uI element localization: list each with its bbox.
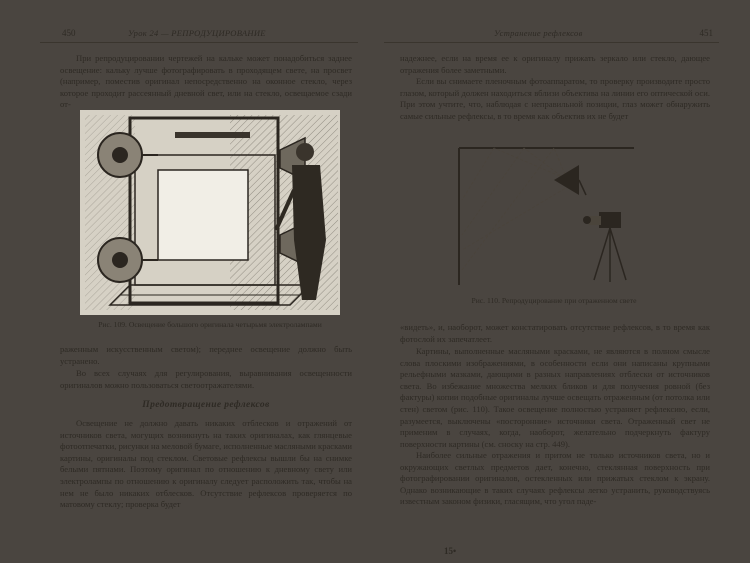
left-running-head	[40, 28, 358, 43]
right-paragraph-2: Если вы снимаете пленочным фотоаппаратом, то проверку производите просто глазом, который должен находиться вблизи объектива на линии его оптической оси. При этом учтите, что, наблюдая с неправильной позиции, глаз может обнаружить самые сильные рефлексы, в то время как объектив их не будет	[400, 76, 710, 121]
right-paragraph-4: Картины, выполненные масляными красками, не являются в полном смысле слова плоскими изображениями, в особенности если они написаны крупными рельефными мазками, дающими в разных направлениях отблески от источников света. Во избежание множества мелких бликов и для получения ровной (без фактуры) копии подобные оригиналы лучше освещать отраженным (от потолка или стен) светом (рис. 110). Такое освещение полностью устраняет рефлексию, если, разумеется, выключены «посторонние» источники света. Отраженный свет не применим в случаях, когда, наоборот, желательно подчеркнуть фактуру поверхности картины (см. сноску на стр. 449).	[400, 346, 710, 449]
right-paragraph-3: «видеть», и, наоборот, может констатировать отсутствие рефлексов, в то время как фотослой их запечатлеет.	[400, 322, 710, 344]
section-heading: Предотвращение рефлексов	[142, 400, 270, 410]
figure-109-caption: Рис. 109. Освещение большого оригинала четырьмя электролампами	[98, 320, 322, 329]
figure-110-caption: Рис. 110. Репродуцирование при отраженном свете	[471, 296, 637, 305]
left-page-number: 450	[62, 28, 76, 38]
figure-110-illustration	[454, 140, 654, 290]
left-page	[40, 0, 358, 563]
left-running-title: Урок 24 — РЕПРОДУЦИРОВАНИЕ	[128, 28, 266, 38]
left-paragraph-2: раженным искусственным светом); переднее освещение должно быть устранено.	[60, 344, 352, 366]
right-paragraph-5: Наиболее сильные отражения и притом не только источников света, но и окружающих светлых предметов дает, конечно, стеклянная поверхность при фотографировании оригиналов, остекленных или прижатых стеклом к экрану. Однако возникающие в таких случаях рефлексы легко устранить, руководствуясь известным законом физики, гласящим, что угол паде-	[400, 450, 710, 507]
right-running-title: Устранение рефлексов	[494, 28, 583, 38]
right-paragraph-1: надежнее, если на время ее к оригиналу прижать зеркало или стекло, дающее отражения более заметными.	[400, 53, 710, 75]
right-running-head	[384, 28, 719, 43]
right-page-number: 451	[699, 28, 713, 38]
right-page	[384, 0, 719, 563]
figure-109-illustration	[80, 110, 340, 315]
left-paragraph-1: При репродуцировании чертежей на кальке может понадобиться заднее освещение: кальку лучше фотографировать в проходящем свете, на просвет (например, поместив оригинал непосредственно на оконное стекло, через которое проходит рассеянный дневной свет, или на стекло, освещаемое сзади от-	[60, 53, 352, 110]
signature-mark: 15•	[444, 546, 457, 556]
left-paragraph-3: Во всех случаях для регулирования, выравнивания освещенности оригиналов можно пользоваться светоотражателями.	[60, 368, 352, 390]
left-paragraph-4: Освещение не должно давать никаких отблесков и отражений от источников света, могущих возникнуть на таких оригиналах, как глянцевые фотоотпечатки, рисунки на меловой бумаге, исполненные масляными красками картины, оригиналы под стеклом. Световые рефлексы вышли бы на снимке белыми пятнами. Поэтому оригинал по отношению к дневному свету или электролампы по отношению к оригиналу следует расположить так, чтобы на нем не было никаких отблесков. Отсутствие рефлексов проверяется по матовому стеклу; проверка будет	[60, 418, 353, 510]
